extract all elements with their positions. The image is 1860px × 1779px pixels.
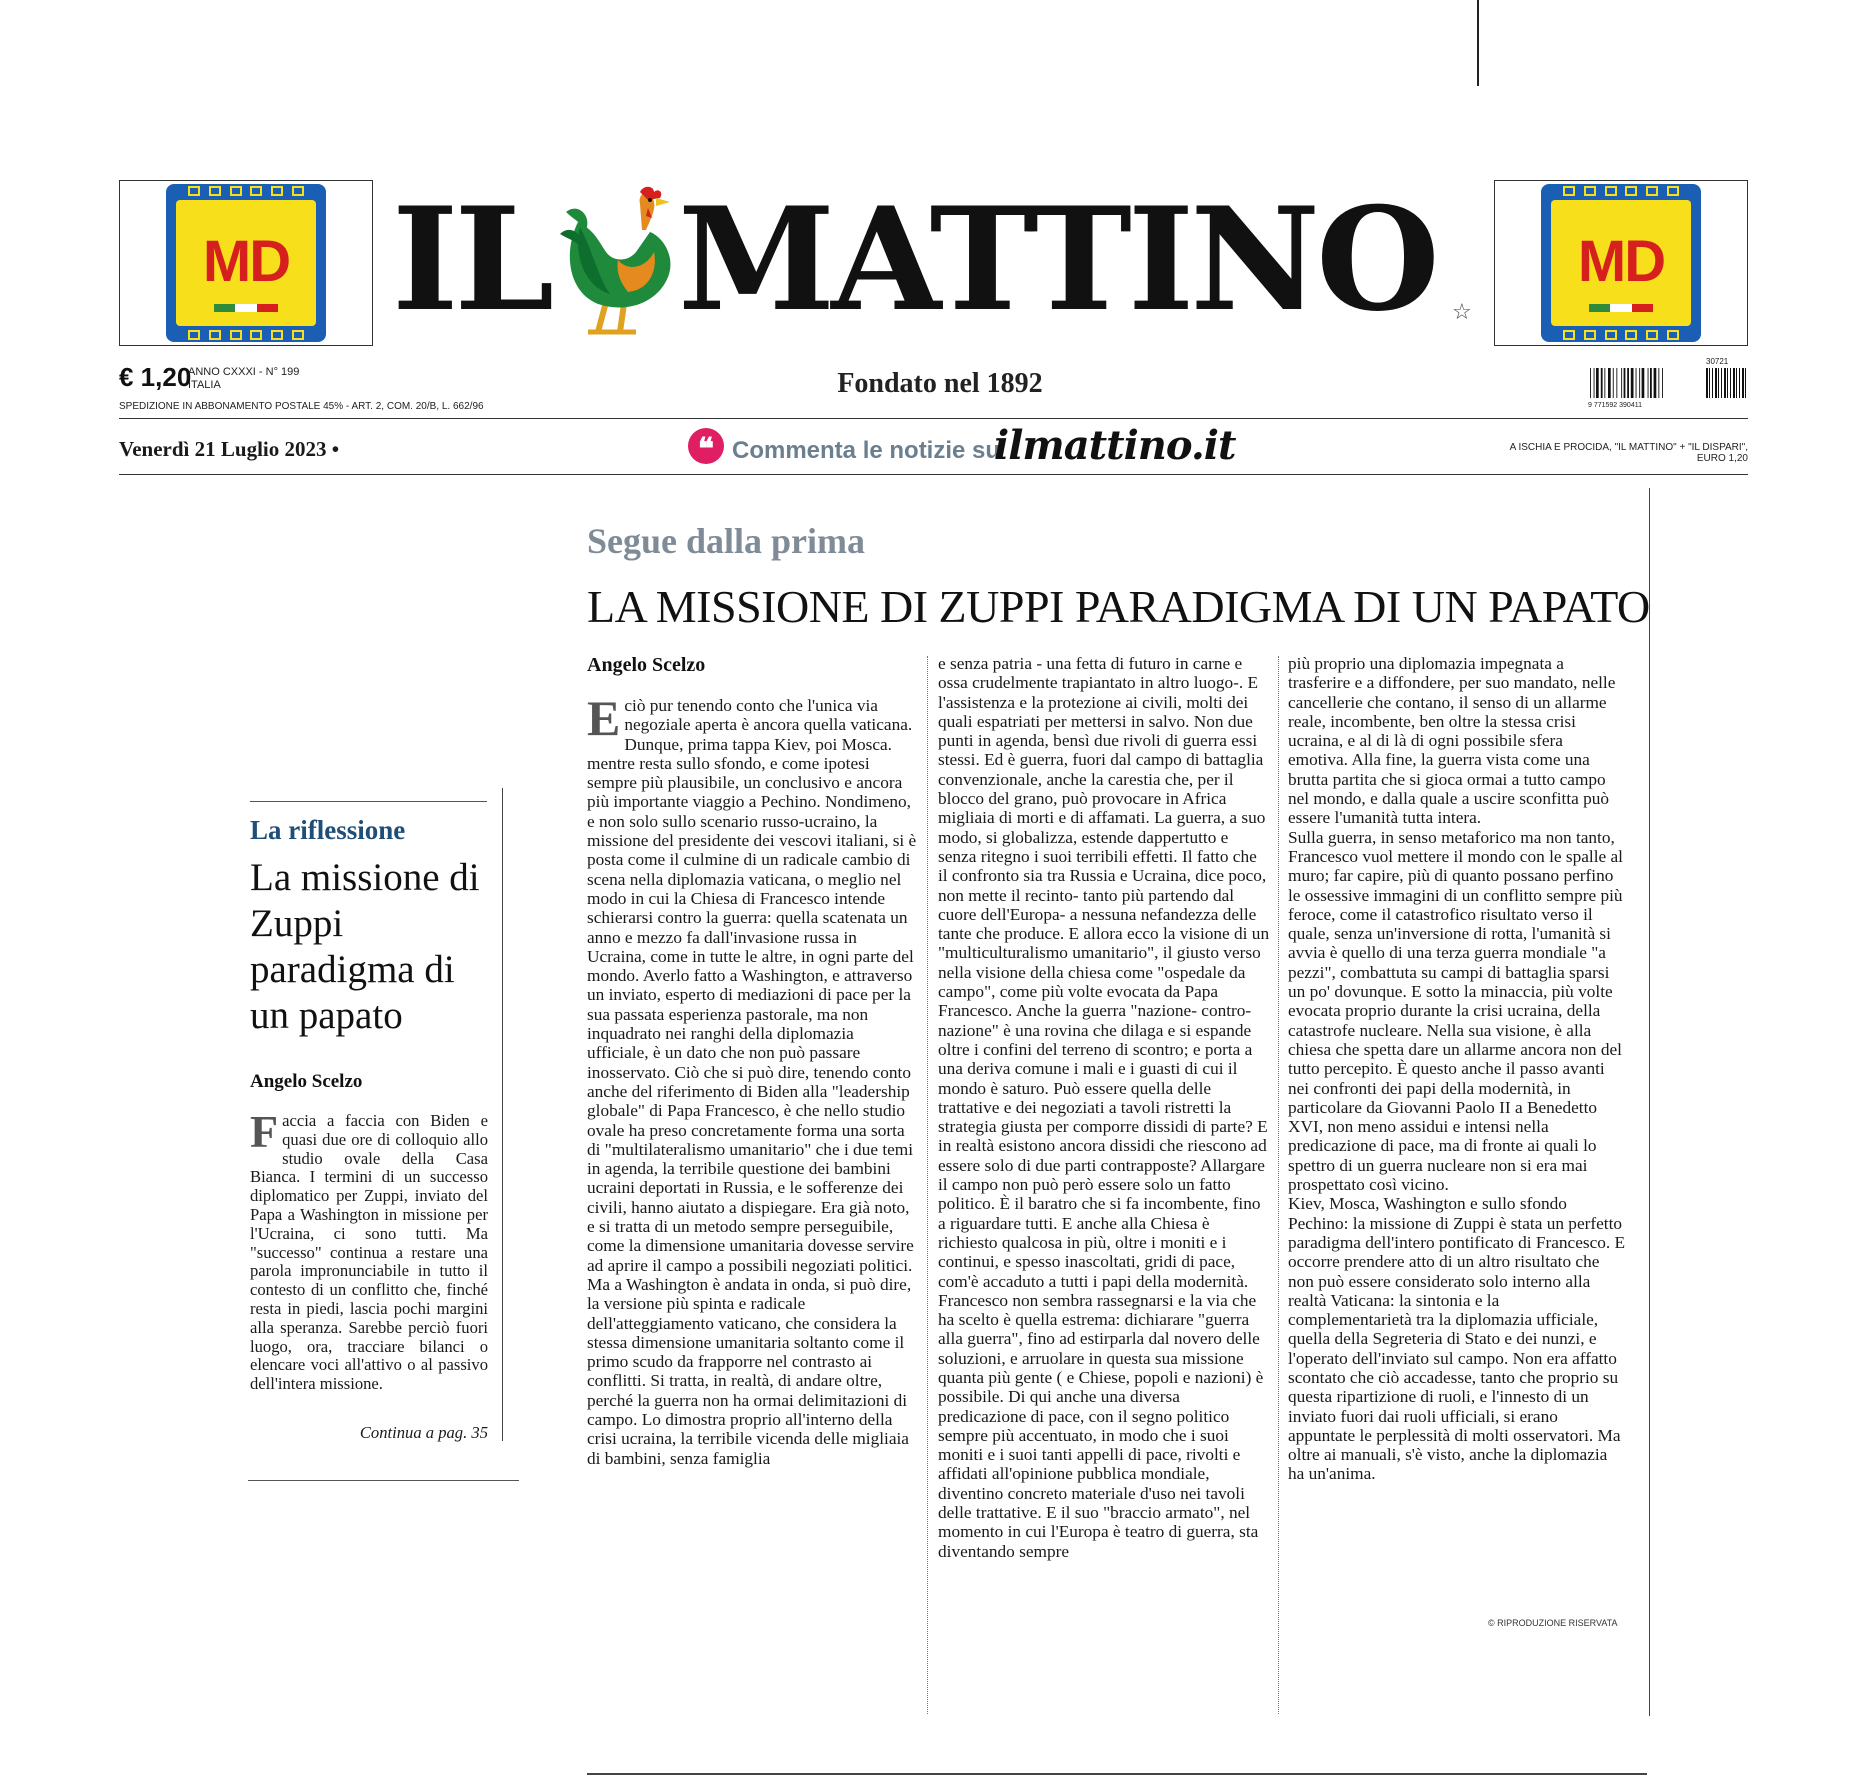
barcode-bar [1601,368,1603,398]
barcode-bar [1724,368,1726,398]
barcode-bar [1745,368,1746,398]
sidebar-continue-link[interactable]: Continua a pag. 35 [359,1423,488,1442]
barcode-top-number: 30721 [1706,357,1729,366]
md-logo-text: MD [202,229,290,294]
barcode-number: 9 771592 390411 [1588,402,1642,408]
barcode-bar [1727,368,1728,398]
issue-country: ITALIA [188,379,221,391]
barcode-bar [1742,368,1744,398]
barcode-bar [1590,368,1591,398]
barcode-bar [1650,368,1652,398]
barcode-icon [1588,356,1748,408]
barcode-bar [1594,368,1595,398]
barcode-bar [1736,368,1737,398]
postal-info: SPEDIZIONE IN ABBONAMENTO POSTALE 45% - ART. 2, COM. 20/B, L. 662/96 [119,401,484,412]
barcode-bar [1596,368,1599,398]
barcode-bar [1712,368,1713,398]
article-col1-para-2: Dunque, prima tappa Kiev, poi Mosca. mentre resta sullo sfondo, e come ipotesi sempre più plausibile, un conclusivo e ancora più importante viaggio a Pechino. Nondimeno, e non solo sullo scenario russo-ucraino, la missione del presidente dei vescovi italiani, si è posta come il culmine di un radicale cambio di scena nella diplomazia vaticana, o meglio nel modo in cui la Chiesa di Francesco intende schierarsi contro la guerra: quella scatenata un anno e mezzo fa dall'invasione russa in Ucraina, come in tutte le altre, in ogni parte del mondo. Averlo fatto a Washington, e attraverso un inviato, esperto di mediazioni di pace per la sua passata esperienza pastorale, ma non inquadrato nei ranghi della diplomazia ufficiale, è un dato che non può passare inosservato. Ciò che si può dire, tenendo conto anche del riferimento di Biden alla "leadership globale" di Papa Francesco, è che nello studio ovale ha preso concretamente forma una sorta di "multilateralismo umanitario" che i due temi in agenda, la terribile questione dei bambini ucraini deportati in Russia, e le sofferenze dei civili, hanno aiutato a dispiegare. Era già noto, e si tratta di un metodo sempre perseguibile, come la dimensione umanitaria dovesse servire ad aprire il campo a possibili negoziati politici. Ma a Washington è andata in onda, si può dire, la versione più spinta e radicale dell'atteggiamento vaticano, che considera la stessa dimensione umanitaria soltanto come il primo scudo da frapporre nel contrasto ai conflitti. Si tratta, in realtà, di andare oltre, perché la guerra non ha ormai delimitazioni di campo. Lo dimostra proprio all'interno della crisi ucraina, la terribile vicenda delle migliaia di bambini, senza famiglia [587,734,917,1468]
sidebar-rule-right [502,788,503,1441]
barcode-bar [1608,368,1611,398]
column-separator [1278,656,1279,1714]
masthead-il: IL [392,177,551,343]
barcode-bar [1621,368,1622,398]
article-column-2 [938,654,1270,1561]
article-col3-para-1: più proprio una diplomazia impegnata a trasferire e a diffondere, per suo mandato, nelle cancellerie che contano, il senso di un allarme reale, incombente, ben oltre la stessa crisi ucraina, e al di là di ogni possibile sfera emotiva. Alla fine, la guerra vista come una brutta partita che si gioca ormai a tutto campo nel mondo, e dalla quale a uscire sconfitta può essere l'umanità tutta intera. [1288,654,1616,828]
price: € 1,20 [119,362,192,392]
barcode-bar [1658,368,1659,398]
issue-date: Venerdì 21 Luglio 2023 • [119,437,340,461]
barcode-bar [1639,368,1640,398]
header-rule-top [119,418,1748,419]
barcode-bar [1616,368,1617,398]
barcode-bar [1648,368,1649,398]
star-icon: ☆ [1452,300,1472,325]
barcode-bar [1654,368,1657,398]
comment-prompt: Commenta le notizie su [732,437,1001,464]
barcode-bar [1706,368,1708,398]
comment-bubble-icon: ❝ [688,428,724,464]
sidebar-rule-bottom [248,1480,519,1481]
article-rule-right [1649,488,1650,1716]
barcode-bar [1662,368,1663,398]
barcode-bar [1636,368,1637,398]
ad-box-right[interactable] [1494,180,1748,346]
masthead-mattino: MATTINO [678,177,1436,343]
article-col3-para-2: Sulla guerra, in senso metaforico ma non tanto, Francesco vuol mettere il mondo con le spalle al muro; far capire, più di quanto possano perfino le ossessive immagini di un conflitto sempre più feroce, come il catastrofico risultato verso il quale, senza un'inversione di rotta, l'umanità si avvia è quello di una terza guerra mondiale "a pezzi", combattuta su campi di battaglia sparsi un po' dovunque. E sotto la minaccia, più volte evocata proprio durante la crisi ucraina, della catastrofe nucleare. Nella sua visione, è alla chiesa che spetta dare un allarme ancora non del tutto percepito. È questo anche il passo avanti nei confronti dei papi della modernità, in particolare da Giovanni Paolo II a Benedetto XVI, non meno assidui e intensi nella predicazione di pace, ma di fronte ai quali lo spettro di un guerra nucleare non si era mai prospettato così vicino. [1288,827,1623,1195]
article-headline: LA MISSIONE DI ZUPPI PARADIGMA DI UN PAPATO [587,581,1650,632]
barcode-bar [1604,368,1605,398]
md-logo-text: MD [1577,229,1665,294]
barcode-bar [1733,368,1735,398]
barcode-bar [1730,368,1731,398]
barcode-bar [1613,368,1614,398]
column-separator [927,656,928,1714]
barcode-bar [1624,368,1626,398]
barcode-bar [1709,368,1710,398]
barcode-bar [1642,368,1645,398]
barcode-bar [1627,368,1629,398]
site-link[interactable]: ilmattino.it [994,422,1236,469]
rooster-icon [558,182,688,338]
article-column-3 [1288,654,1626,1484]
article-col1-para-1: ciò pur tenendo conto che l'unica via negoziale aperta è ancora quella vaticana. [624,696,913,735]
article-column-1 [587,690,917,1468]
article-kicker: Segue dalla prima [587,521,866,561]
sidebar-author: Angelo Scelzo [250,1071,363,1092]
article-drop-cap: E [587,690,621,746]
sidebar-drop-cap: F [250,1106,279,1157]
header-rule-bottom [119,474,1748,475]
barcode-bar [1715,368,1717,398]
barcode-bar [1718,368,1719,398]
copyright-notice: © RIPRODUZIONE RISERVATA [1488,1618,1618,1628]
ad-box-left[interactable] [119,180,373,346]
barcode-bar [1631,368,1634,398]
article-author: Angelo Scelzo [587,654,706,676]
sidebar-body [250,1106,488,1394]
sidebar-body-text: accia a faccia con Biden e quasi due ore di colloquio allo studio ovale della Casa Bianca. I termini di un successo diplomatico per Zuppi, inviato del Papa a Washington in missione per l'Ucraina, ci sono tutti. Ma "successo" continua a restare una parola impronunciabile in tutto il contesto di un conflitto che, finché resta in piedi, lascia pochi margini alla speranza. Sarebbe perciò fuori luogo, ora, tracciare bilanci o elencare voci all'attivo o al passivo dell'intera missione. [250,1111,488,1394]
md-logo [166,184,326,342]
sidebar-title[interactable]: La missione di Zuppi paradigma di un papato [250,856,480,1037]
issue-info [188,366,299,392]
sidebar-rule-top [250,801,487,802]
barcode-bar [1721,368,1722,398]
issue-number: ANNO CXXXI - N° 199 [188,366,300,378]
top-edge-rule [1477,0,1479,86]
founded-line: Fondato nel 1892 [837,368,1043,399]
footer-rule [587,1773,1647,1775]
barcode-bar [1739,368,1740,398]
masthead[interactable] [392,170,1480,350]
sidebar-kicker: La riflessione [250,815,406,845]
md-logo [1541,184,1701,342]
article-col3-para-3: Kiev, Mosca, Washington e sullo sfondo Pechino: la missione di Zuppi è stata un perfetto paradigma dell'intero pontificato di Francesco. E occorre prendere atto di un altro risultato che non può essere considerato solo interno alla realtà Vaticana: la sintonia e la complementarietà tra la diplomazia ufficiale, quella della Segreteria di Stato e dei nunzi, e l'operato dell'inviato sul campo. Non era affatto scontato che ciò accadesse, tanto che proprio su questa ripartizione di ruoli, e l'innesto di un inviato fuori dai ruoli ufficiali, si erano appuntate le perplessità di molti osservatori. Ma oltre ai manuali, s'è visto, anche la diplomazia ha un'anima. [1288,1194,1626,1484]
article-col2-text: e senza patria - una fetta di futuro in carne e ossa crudelmente trapiantato in altro luogo-. E l'assistenza e la protezione ai civili, molti dei quali espatriati per mettersi in salvo. Non due punti in agenda, bensì due rivoli di guerra essi stessi. Ed è guerra, fuori dal campo di battaglia convenzionale, anche la carestia che, per il blocco del grano, può provocare in Africa migliaia di morti e di affamati. La guerra, a suo modo, si globalizza, estende dappertutto e senza ritegno i suoi terribili effetti. Il fatto che il confronto sia tra Russia e Ucraina, dice poco, non mette il recinto- tanto più partendo dal cuore dell'Europa- a nessuna nefandezza delle tante che produce. E allora ecco la visione di un "multiculturalismo umanitario", il giusto verso nella visione della chiesa come "ospedale da campo", come più volte evocata da Papa Francesco. Anche la guerra "nazione- contro- nazione" è una rovina che dilaga e si espande oltre i confini del terreno di scontro; e porta a una deriva comune i mali e i guasti di cui il mondo è saturo. Può essere quella delle trattative e dei negoziati a tavoli ristretti la strategia giusta per comporre dissidi di parte? E in realtà esistono ancora dissidi che riescono ad essere solo di due parti contrapposte? Allargare il campo non può però essere solo un fatto politico. È il baratro che si fa incombente, fino a riguardare tutti. E anche alla Chiesa è richiesto qualcosa in più, oltre i moniti e i continui, e spesso inascoltati, gridi di pace, com'è accaduto a tutti i papi della modernità. Francesco non sembra rassegnarsi e la via che ha scelto è quella estrema: dichiarare "guerra alla guerra", fino ad estirparla dal novero delle soluzioni, e arruolare in questa sua missione quanta più gente ( e Chiese, popoli e nazioni) è possibile. Di qui anche una diversa predicazione di pace, con il segno politico sempre più accentuato, in modo che i suoi moniti e i suoi tanti appelli di pace, rivolti e affidati all'opinione pubblica mondiale, diventino concreto materiale d'uso nei tavoli delle trattative. E il suo "braccio armato", nel momento in cui l'Europa è teatro di guerra, sta diventando sempre [938,654,1270,1561]
regional-price-note: A ISCHIA E PROCIDA, "IL MATTINO" + "IL DISPARI", EURO 1,20 [1509,442,1748,464]
